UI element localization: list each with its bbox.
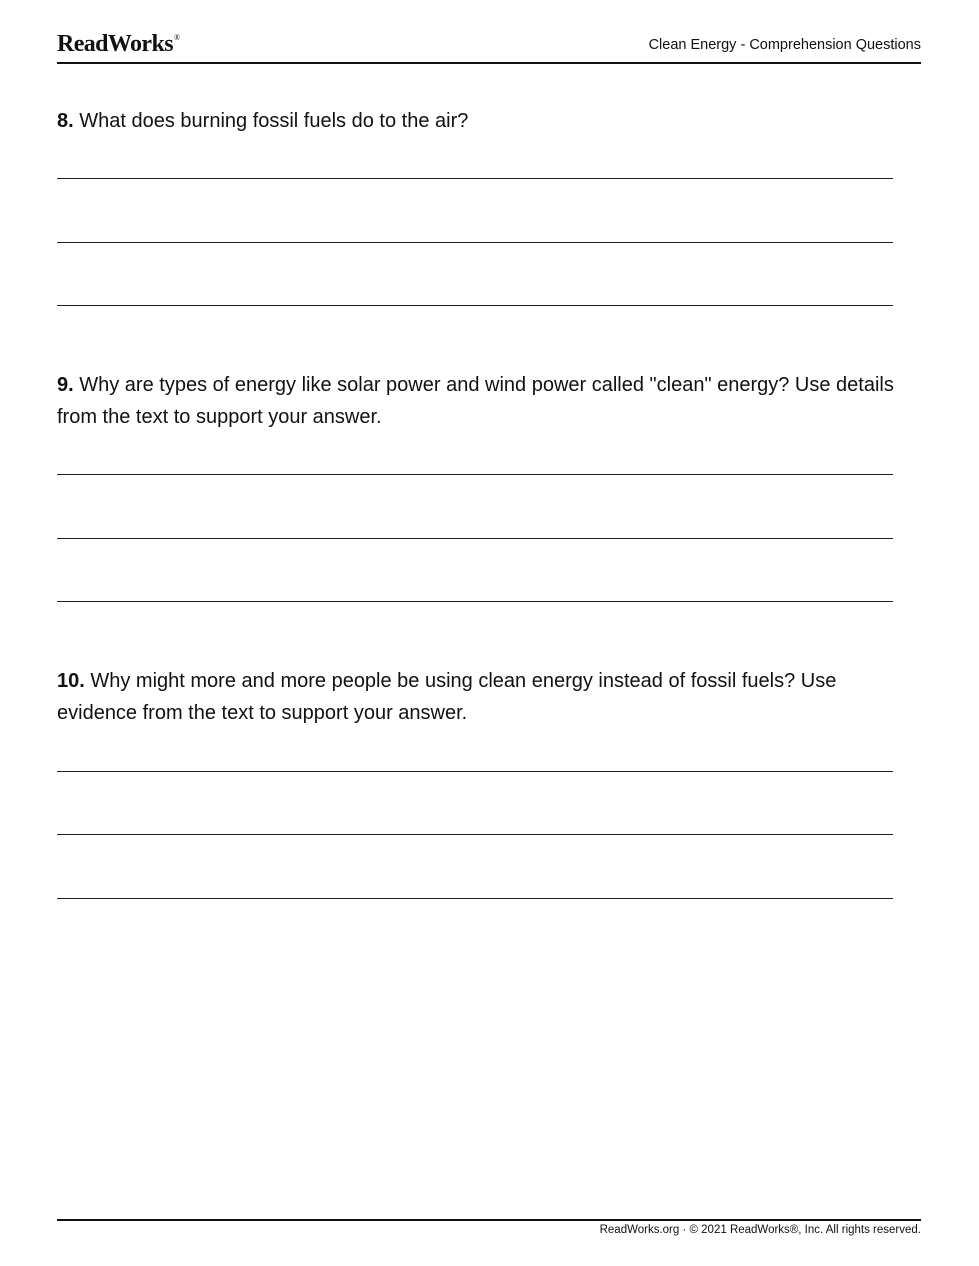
question-text: Why might more and more people be using clean energy instead of fossil fuels? Use evidence from the text to support your answer. (57, 670, 837, 724)
document-title: Clean Energy - Comprehension Questions (648, 37, 921, 53)
answer-line[interactable] (57, 305, 893, 306)
page-header (57, 30, 921, 64)
question-10 (57, 665, 907, 729)
answer-line[interactable] (57, 242, 893, 243)
question-number: 10. (57, 670, 85, 692)
logo-registered-mark: ® (173, 33, 180, 42)
footer-divider (57, 1219, 921, 1221)
answer-line[interactable] (57, 771, 893, 772)
answer-line[interactable] (57, 178, 893, 179)
question-9 (57, 369, 907, 433)
answer-line[interactable] (57, 601, 893, 602)
question-8 (57, 105, 907, 137)
question-number: 9. (57, 374, 74, 396)
question-number: 8. (57, 110, 74, 132)
answer-line[interactable] (57, 538, 893, 539)
footer-copyright: ReadWorks.org · © 2021 ReadWorks®, Inc. All rights reserved. (599, 1224, 921, 1236)
question-text: What does burning fossil fuels do to the air? (79, 110, 469, 132)
logo-text: ReadWorks (57, 31, 173, 57)
answer-line[interactable] (57, 898, 893, 899)
readworks-logo (57, 31, 178, 58)
answer-line[interactable] (57, 834, 893, 835)
answer-line[interactable] (57, 474, 893, 475)
question-text: Why are types of energy like solar power and wind power called "clean" energy? Use details from the text to support your answer. (57, 374, 894, 428)
